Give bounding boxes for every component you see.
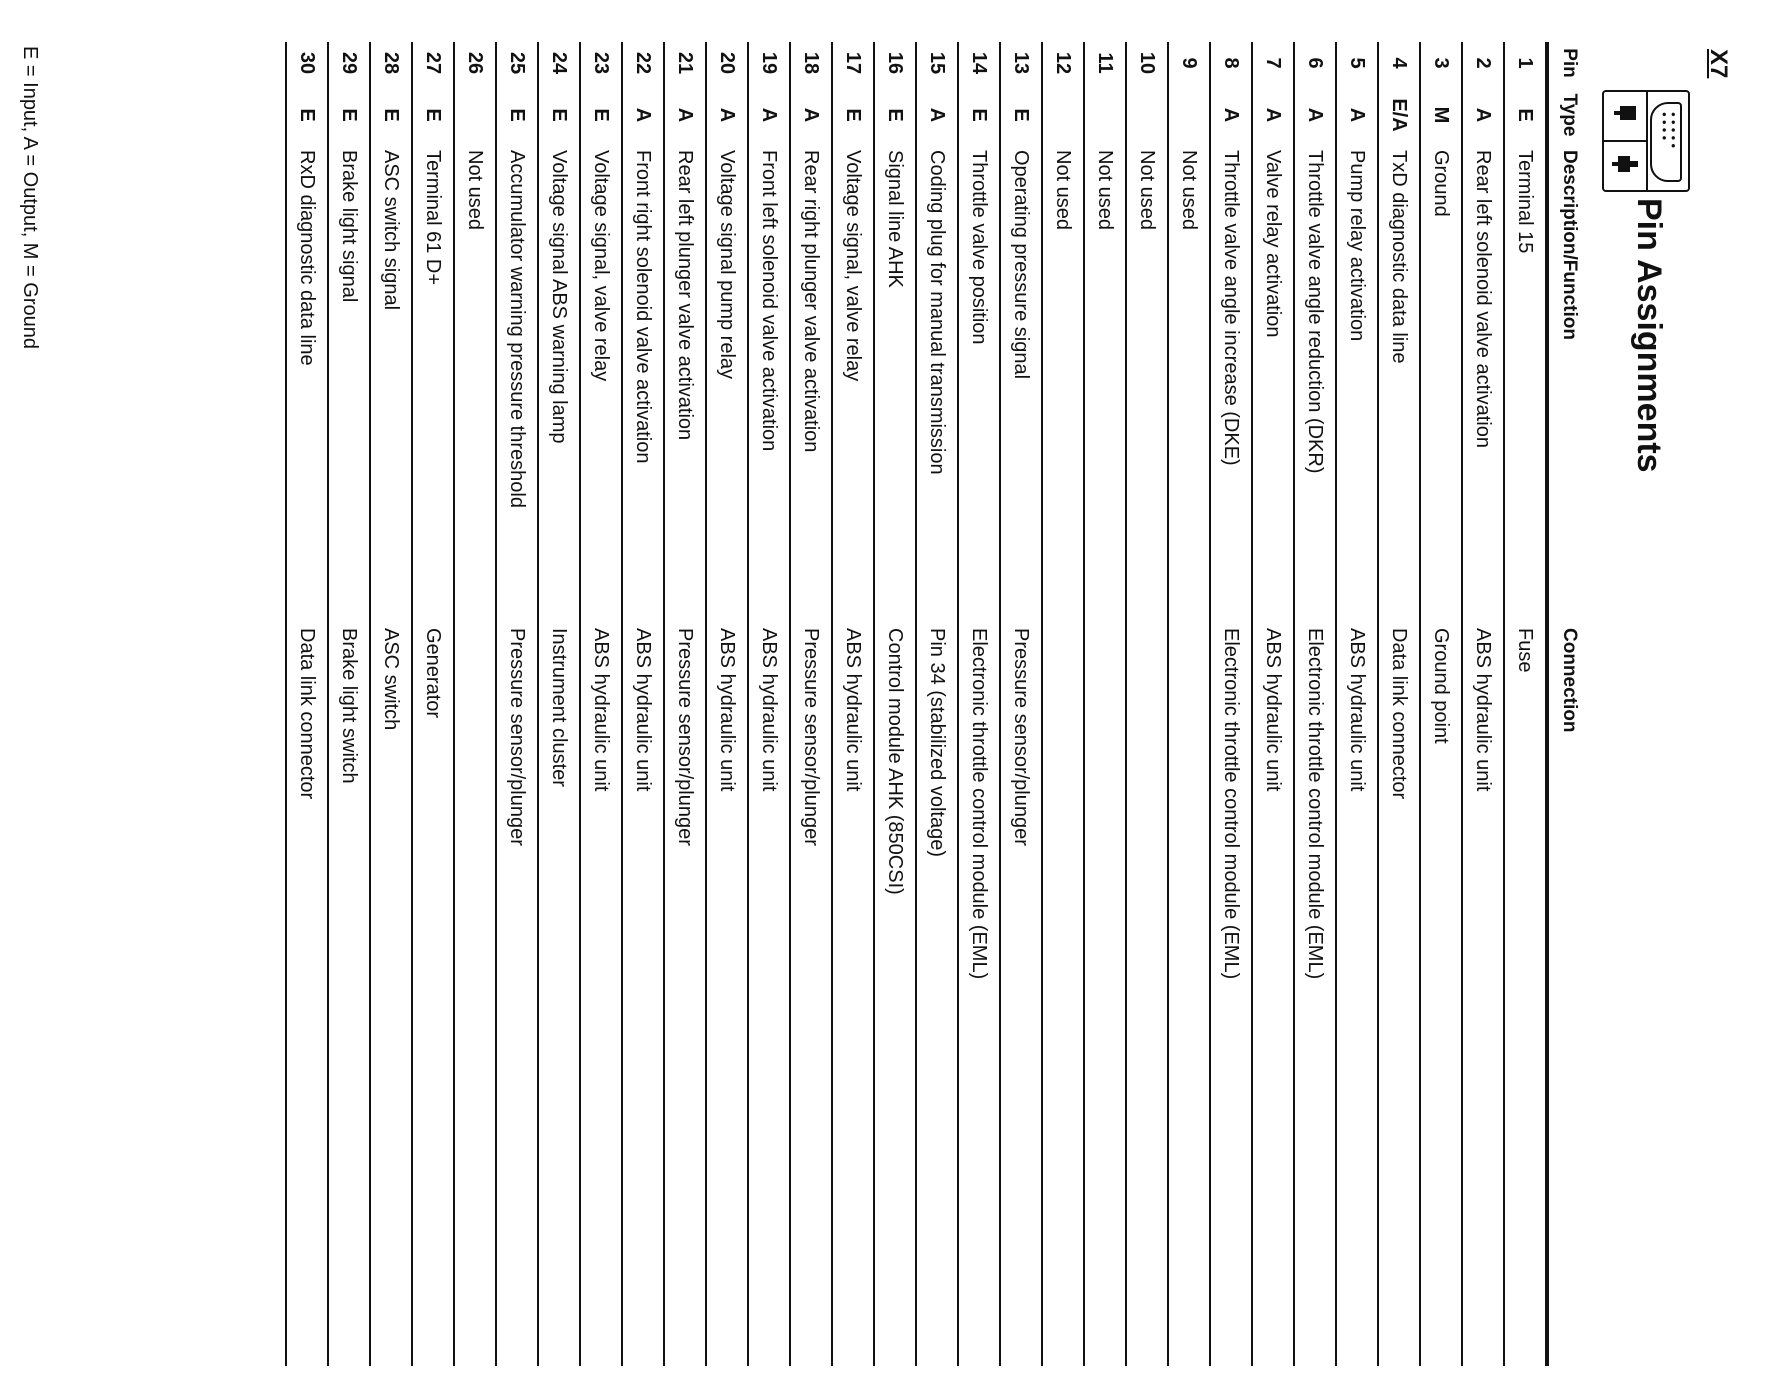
cell-connection: Electronic throttle control module (EML) (1294, 624, 1336, 1366)
cell-pin: 18 (790, 42, 832, 84)
cell-description: Pump relay activation (1336, 146, 1378, 624)
column-header-description: Description/Function (1547, 146, 1590, 624)
table-row (916, 42, 958, 1366)
cell-pin: 27 (412, 42, 454, 84)
cell-pin: 20 (706, 42, 748, 84)
cell-type: E (832, 84, 874, 146)
cell-description: Throttle valve position (958, 146, 1000, 624)
cell-pin: 16 (874, 42, 916, 84)
pin-icon (1610, 152, 1640, 176)
cell-pin: 29 (328, 42, 370, 84)
cell-type: E (1504, 84, 1547, 146)
table-row (1462, 42, 1504, 1366)
table-row (706, 42, 748, 1366)
cell-pin: 26 (454, 42, 496, 84)
cell-type: E (1000, 84, 1042, 146)
cell-connection: Electronic throttle control module (EML) (1210, 624, 1252, 1366)
cell-pin: 15 (916, 42, 958, 84)
cell-type (1126, 84, 1168, 146)
table-row (412, 42, 454, 1366)
cell-connection (1168, 624, 1210, 1366)
cell-type: E (874, 84, 916, 146)
cell-description: Rear left plunger valve activation (664, 146, 706, 624)
cell-type (454, 84, 496, 146)
table-row (1126, 42, 1168, 1366)
cell-connection: Data link connector (286, 624, 328, 1366)
table-row (538, 42, 580, 1366)
terminal-icon (1612, 104, 1638, 122)
cell-type: A (916, 84, 958, 146)
cell-connection: Pin 34 (stabilized voltage) (916, 624, 958, 1366)
table-row (328, 42, 370, 1366)
cell-connection: ABS hydraulic unit (1252, 624, 1294, 1366)
type-legend: E = Input, A = Output, M = Ground (19, 46, 41, 349)
cell-pin: 6 (1294, 42, 1336, 84)
cell-pin: 10 (1126, 42, 1168, 84)
cell-connection: Ground point (1420, 624, 1462, 1366)
column-header-type: Type (1547, 84, 1590, 146)
cell-description: Voltage signal, valve relay (832, 146, 874, 624)
cell-connection: Brake light switch (328, 624, 370, 1366)
cell-pin: 17 (832, 42, 874, 84)
cell-connection: ABS hydraulic unit (1462, 624, 1504, 1366)
cell-description: Not used (1042, 146, 1084, 624)
cell-type: A (664, 84, 706, 146)
cell-description: Rear right plunger valve activation (790, 146, 832, 624)
cell-connection: Pressure sensor/plunger (1000, 624, 1042, 1366)
cell-connection (454, 624, 496, 1366)
cell-pin: 28 (370, 42, 412, 84)
cell-type: A (1210, 84, 1252, 146)
cell-connection (1126, 624, 1168, 1366)
pin-assignment-table (285, 42, 1590, 1366)
cell-pin: 11 (1084, 42, 1126, 84)
table-row (1168, 42, 1210, 1366)
cell-type: A (790, 84, 832, 146)
table-row (1210, 42, 1252, 1366)
cell-pin: 30 (286, 42, 328, 84)
cell-connection: Fuse (1504, 624, 1547, 1366)
table-row (1378, 42, 1420, 1366)
cell-type: E (958, 84, 1000, 146)
table-row (1504, 42, 1547, 1366)
cell-pin: 1 (1504, 42, 1547, 84)
cell-description: Signal line AHK (874, 146, 916, 624)
cell-description: Not used (1168, 146, 1210, 624)
cell-type: E (412, 84, 454, 146)
column-header-connection: Connection (1547, 624, 1590, 1366)
cell-type: E (580, 84, 622, 146)
cell-pin: 4 (1378, 42, 1420, 84)
cell-description: Terminal 15 (1504, 146, 1547, 624)
cell-connection: Generator (412, 624, 454, 1366)
cell-description: Voltage signal, valve relay (580, 146, 622, 624)
cell-connection: Instrument cluster (538, 624, 580, 1366)
cell-type (1084, 84, 1126, 146)
cell-description: TxD diagnostic data line (1378, 146, 1420, 624)
cell-connection: ABS hydraulic unit (622, 624, 664, 1366)
cell-description: Voltage signal pump relay (706, 146, 748, 624)
cell-connection: Data link connector (1378, 624, 1420, 1366)
table-row (1084, 42, 1126, 1366)
cell-type: A (1336, 84, 1378, 146)
cell-description: Throttle valve angle increase (DKE) (1210, 146, 1252, 624)
cell-description: RxD diagnostic data line (286, 146, 328, 624)
cell-pin: 7 (1252, 42, 1294, 84)
cell-connection (1084, 624, 1126, 1366)
table-row (622, 42, 664, 1366)
cell-type: E (286, 84, 328, 146)
cell-description: Valve relay activation (1252, 146, 1294, 624)
cell-connection: ABS hydraulic unit (706, 624, 748, 1366)
table-row (454, 42, 496, 1366)
cell-pin: 12 (1042, 42, 1084, 84)
cell-description: Not used (1084, 146, 1126, 624)
column-header-pin: Pin (1547, 42, 1590, 84)
cell-connection: Control module AHK (850CSI) (874, 624, 916, 1366)
cell-connection: ABS hydraulic unit (748, 624, 790, 1366)
cell-type: E (328, 84, 370, 146)
cell-type: E/A (1378, 84, 1420, 146)
cell-pin: 25 (496, 42, 538, 84)
cell-connection: Pressure sensor/plunger (496, 624, 538, 1366)
cell-pin: 24 (538, 42, 580, 84)
cell-description: Voltage signal ABS warning lamp (538, 146, 580, 624)
cell-pin: 19 (748, 42, 790, 84)
cell-type: A (748, 84, 790, 146)
table-row (748, 42, 790, 1366)
cell-connection: Pressure sensor/plunger (664, 624, 706, 1366)
table-row (1294, 42, 1336, 1366)
cell-pin: 2 (1462, 42, 1504, 84)
table-row (286, 42, 328, 1366)
cell-type: E (370, 84, 412, 146)
connector-icon (1602, 90, 1690, 192)
table-row (1042, 42, 1084, 1366)
cell-type (1042, 84, 1084, 146)
cell-type: A (1462, 84, 1504, 146)
cell-description: ASC switch signal (370, 146, 412, 624)
cell-type: A (706, 84, 748, 146)
cell-description: Front left solenoid valve activation (748, 146, 790, 624)
cell-pin: 21 (664, 42, 706, 84)
cell-connection: ASC switch (370, 624, 412, 1366)
table-row (874, 42, 916, 1366)
table-row (958, 42, 1000, 1366)
cell-pin: 13 (1000, 42, 1042, 84)
cell-pin: 5 (1336, 42, 1378, 84)
cell-connection: Pressure sensor/plunger (790, 624, 832, 1366)
cell-type: E (538, 84, 580, 146)
table-row (664, 42, 706, 1366)
table-header-row (1547, 42, 1590, 1366)
cell-description: Operating pressure signal (1000, 146, 1042, 624)
table-row (1252, 42, 1294, 1366)
cell-description: Terminal 61 D+ (412, 146, 454, 624)
table-row (580, 42, 622, 1366)
connector-id: X7 (1705, 49, 1732, 79)
table-row (370, 42, 412, 1366)
cell-type: M (1420, 84, 1462, 146)
cell-pin: 14 (958, 42, 1000, 84)
cell-description: Not used (454, 146, 496, 624)
cell-description: Front right solenoid valve activation (622, 146, 664, 624)
table-row (1336, 42, 1378, 1366)
cell-description: Accumulator warning pressure threshold (496, 146, 538, 624)
table-row (496, 42, 538, 1366)
cell-description: Brake light signal (328, 146, 370, 624)
cell-type (1168, 84, 1210, 146)
cell-connection: ABS hydraulic unit (832, 624, 874, 1366)
table-row (790, 42, 832, 1366)
cell-description: Ground (1420, 146, 1462, 624)
cell-type: A (1252, 84, 1294, 146)
cell-description: Not used (1126, 146, 1168, 624)
cell-connection (1042, 624, 1084, 1366)
pin-dots-icon: ●●●●● ●●●● (1660, 112, 1678, 152)
table-row (1420, 42, 1462, 1366)
cell-pin: 8 (1210, 42, 1252, 84)
cell-type: A (622, 84, 664, 146)
cell-pin: 23 (580, 42, 622, 84)
cell-pin: 22 (622, 42, 664, 84)
table-row (1000, 42, 1042, 1366)
page-title: Pin Assignments (1630, 198, 1668, 473)
cell-pin: 9 (1168, 42, 1210, 84)
cell-type: A (1294, 84, 1336, 146)
cell-description: Rear left solenoid valve activation (1462, 146, 1504, 624)
cell-connection: ABS hydraulic unit (1336, 624, 1378, 1366)
table-row (832, 42, 874, 1366)
cell-type: E (496, 84, 538, 146)
cell-connection: ABS hydraulic unit (580, 624, 622, 1366)
cell-connection: Electronic throttle control module (EML) (958, 624, 1000, 1366)
cell-description: Coding plug for manual transmission (916, 146, 958, 624)
cell-pin: 3 (1420, 42, 1462, 84)
cell-description: Throttle valve angle reduction (DKR) (1294, 146, 1336, 624)
